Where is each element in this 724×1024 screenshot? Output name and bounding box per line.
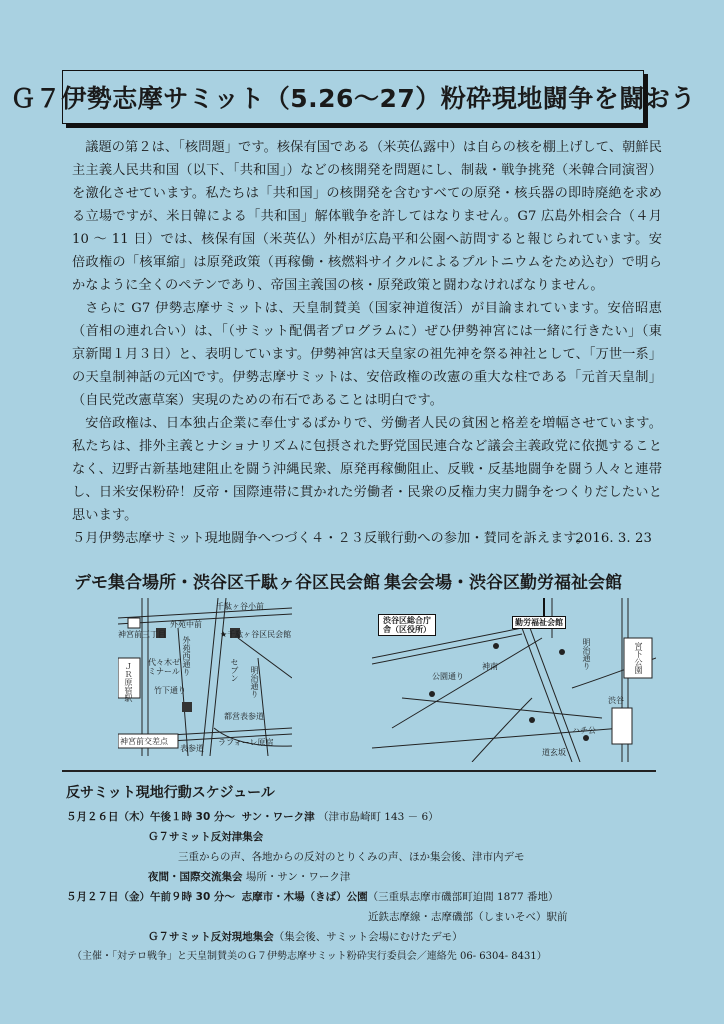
map2-heading: 集会会場・渋谷区勤労福祉会館 [384, 573, 622, 593]
map2-label-meiji: 明治通り [582, 638, 591, 670]
schedule-line-6 [368, 910, 568, 924]
map1-label-laforet: ラフォーレ原宿 [218, 738, 274, 747]
map2-label-hachiko: ハチ公 [572, 726, 596, 735]
title-box [10, 70, 696, 124]
schedule-line-1-note: （津市島崎町 143 － 6） [317, 811, 439, 823]
map1-label-station: ＪＲ原宿駅 [124, 662, 133, 702]
map1-label-meiji: 明治通り [250, 666, 259, 698]
map1-label-takeshita: 竹下通り [154, 686, 186, 695]
schedule-footer: （主催・「対テロ戦争」と天皇制賛美のＧ７伊勢志摩サミット粉砕実行委員会／連絡先 06‐ 6304‐ 8431） [72, 951, 547, 962]
map1-label-jingu-mae: 神宮前交差点 [120, 737, 168, 746]
closing-line [72, 527, 662, 550]
map1-label-venue: ★千駄ヶ谷区民会館 [220, 630, 292, 639]
map1-label-sendagaya-elem: 千駄ヶ谷小前 [216, 602, 264, 611]
schedule-line-4-text: 夜間・国際交流集会 [148, 871, 243, 883]
map1-label-gaien-jingu: 外苑中前 [170, 620, 202, 629]
map-shibuya [372, 598, 656, 762]
schedule-line-1 [66, 810, 439, 824]
schedule-line-1-date: ５月２６日（木）午後１時 30 分～ [66, 811, 235, 823]
map-sendagaya-drawing [118, 598, 292, 756]
map1-label-omotesando-st: 表参道 [180, 744, 204, 753]
schedule-line-7 [148, 930, 463, 944]
schedule-line-7-text: Ｇ７サミット反対現地集会 [148, 931, 274, 943]
map1-label-jingu-ka: 神宮前三丁目 [118, 630, 166, 639]
schedule-line-6-note: 近鉄志摩線・志摩磯部（しまいそべ）駅前 [368, 911, 568, 923]
section-divider [62, 770, 656, 772]
closing-text: ５月伊勢志摩サミット現地闘争へつづく４・２３反戦行動への参加・賛同を訴えます。 [72, 531, 589, 546]
map-sendagaya [118, 598, 292, 756]
map1-label-seven: セブン [230, 658, 239, 682]
map1-label-harajuku: 都営表参道 [224, 712, 264, 721]
map2-label-venue: 勤労福祉会館 [512, 616, 566, 629]
page-title: Ｇ７伊勢志摩サミット（5.26～27）粉砕現地闘争を闘おう [10, 84, 696, 113]
schedule-line-4-note: 場所・サン・ワーク津 [245, 871, 351, 883]
schedule-line-5 [66, 890, 559, 904]
date-text: 2016. 3. 23 [575, 531, 652, 546]
map2-label-jinnan: 神南 [482, 662, 498, 671]
map2-label-koen: 宮下公園 [634, 642, 643, 674]
schedule-line-2 [148, 830, 263, 844]
schedule-line-7-note: （集会後、サミット会場にむけたデモ） [273, 931, 463, 943]
schedule-title: 反サミット現地行動スケジュール [66, 785, 275, 801]
paragraph-2: さらに G7 伊勢志摩サミットは、天皇制賛美（国家神道復活）が目論まれています。安倍昭恵（首相の連れ合い）は、「（サミット配偶者プログラムに）ぜひ伊勢神宮には一緒に行きたい」（東京新聞１月３日）と、表明しています。伊勢神宮は天皇家の祖先神を祭る神社として、「万世一系」の天皇制神話の元凶です。伊勢志摩サミットは、安倍政権の改憲の重大な柱である「元首天皇制」（自民党改憲草案）実現のための布石であることは明白です。 [72, 301, 663, 408]
schedule-line-1-text: サン・ワーク津 [241, 811, 315, 823]
map1-label-yoyogi-seminar: 代々木ゼミナール [148, 658, 180, 676]
schedule-line-5-date: ５月２７日（金）午前９時 30 分～ [66, 891, 235, 903]
map2-label-dogenzaka: 道玄坂 [542, 748, 566, 757]
map1-label-gaien-nishi: 外苑西通り [182, 636, 191, 676]
map2-label-shibuya: 渋谷 [608, 696, 624, 705]
paragraph-1: 議題の第２は、「核問題」です。核保有国である（米英仏露中）は自らの核を棚上げして、朝鮮民主主義人民共和国（以下、「共和国」）などの核開発を問題にし、制裁・戦争挑発（米韓合同演習）を激化させています。私たちは「共和国」の核開発を含むすべての原発・核兵器の即時廃絶を求める立場ですが、米日韓による「共和国」解体戦争を許してはなりません。G7 広島外相会合（４月 10 ～ 11 日）では、核保有国（米英仏）外相が広島平和公園へ訪問すると報じられています。安倍政権の「核軍縮」は原発政策（再稼働・核燃料サイクルによるプルトニウムをため込む）で明らかなように全くのペテンであり、帝国主義国の核・原発政策と闘わなければなりません。 [72, 140, 662, 293]
schedule-line-5-text: 志摩市・木場（きば）公園 [241, 891, 368, 903]
schedule-line-3 [178, 850, 525, 864]
schedule-line-5-note: （三重県志摩市磯部町迫間 1877 番地） [367, 891, 559, 903]
schedule-line-3-note: 三重からの声、各地からの反対のとりくみの声、ほか集会後、津市内デモ [178, 851, 525, 863]
schedule-line-2-text: Ｇ７サミット反対津集会 [148, 831, 264, 843]
map2-label-ward-office: 渋谷区総合庁舎（区役所） [378, 614, 436, 636]
schedule-line-4 [148, 870, 350, 884]
article-body [72, 136, 662, 550]
paragraph-3: 安倍政権は、日本独占企業に奉仕するばかりで、労働者人民の貧困と格差を増幅させています。私たちは、排外主義とナショナリズムに包摂された野党国民連合など議会主義政党に依拠することなく、辺野古新基地建阻止を闘う沖縄民衆、原発再稼働阻止、反戦・反基地闘争を闘う人々と連帯し、日米安保粉砕！反帝・国際連帯に貫かれた労働者・民衆の反権力実力闘争をつくりだしたいと思います。 [72, 416, 662, 523]
map1-heading: デモ集合場所・渋谷区千駄ヶ谷区民会館 [74, 573, 380, 593]
map2-label-park: 公園通り [432, 672, 464, 681]
